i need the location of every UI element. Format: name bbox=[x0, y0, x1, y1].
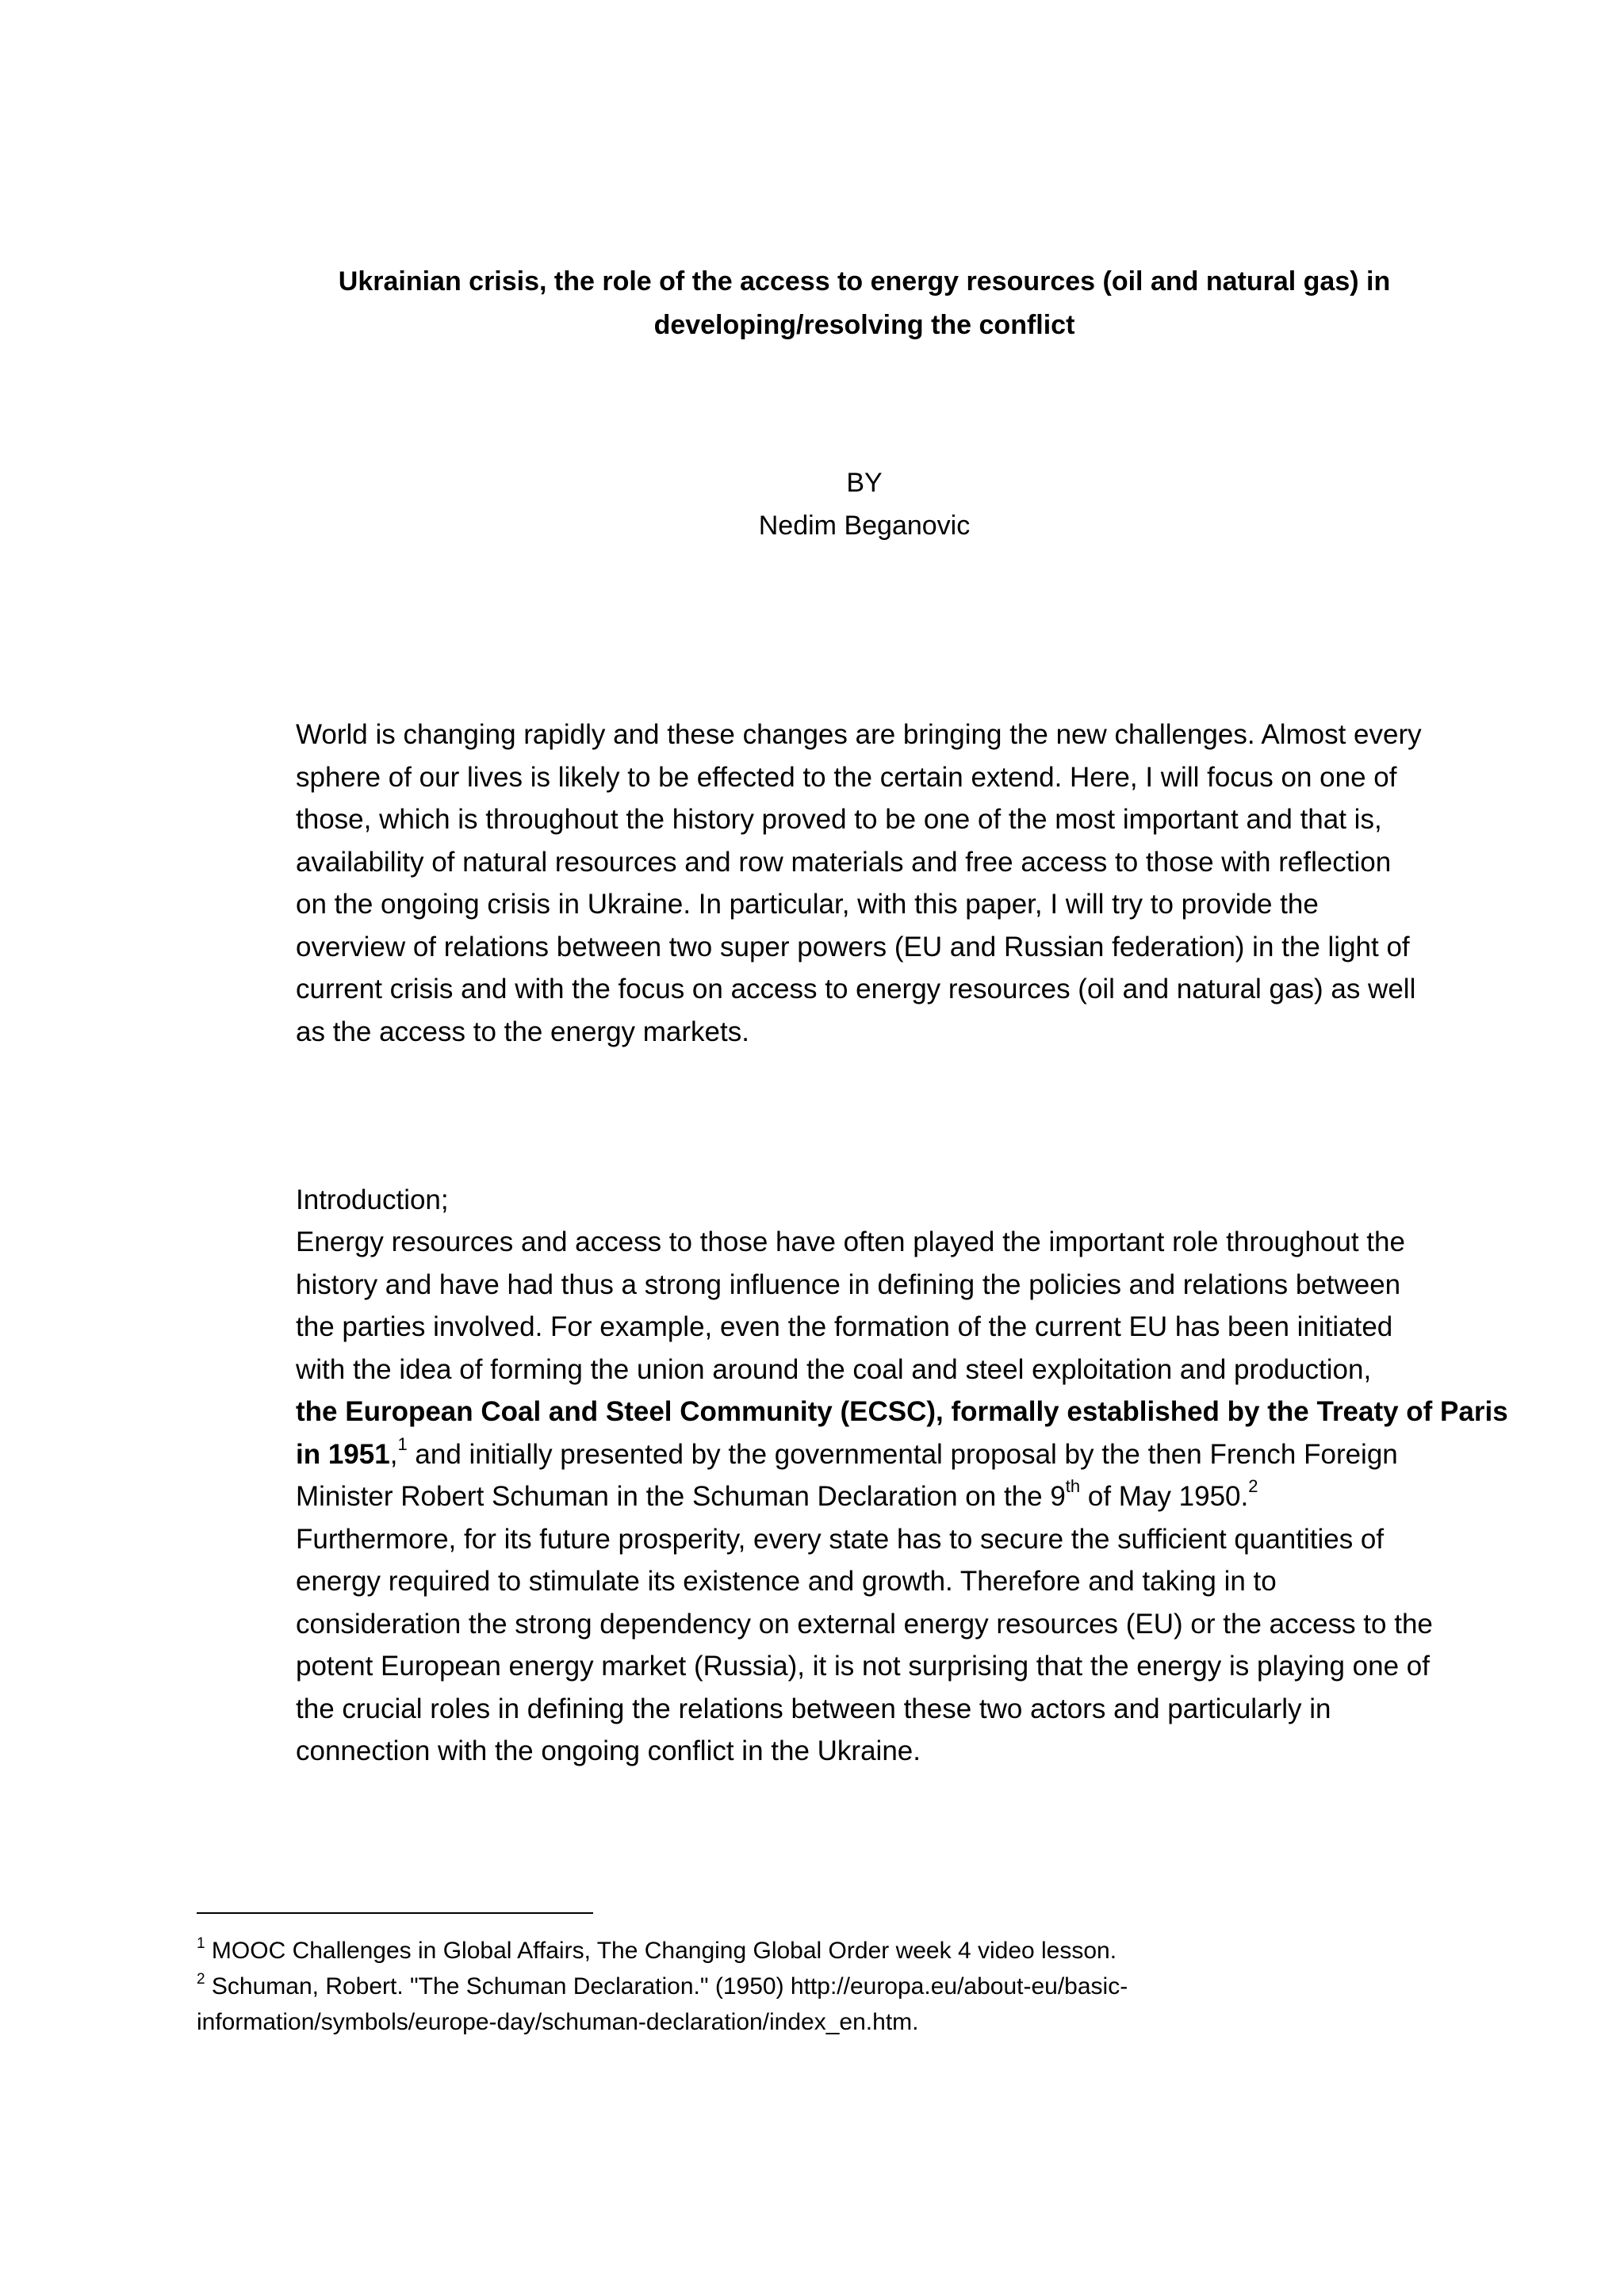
footnotes bbox=[197, 1933, 1426, 2040]
author-name: Nedim Beganovic bbox=[758, 511, 971, 541]
footnote-divider bbox=[197, 1912, 593, 1914]
intro-line: potent European energy market (Russia), it is not surprising that the energy is playing one of bbox=[296, 1651, 1430, 1682]
intro-text: of May 1950. bbox=[1080, 1481, 1249, 1512]
footnote-2-continuation[interactable]: information/symbols/europe-day/schuman-declaration/index_en.htm. bbox=[197, 2009, 919, 2035]
intro-line: energy required to stimulate its existence and growth. Therefore and taking in to bbox=[296, 1566, 1277, 1597]
footnote-ref-1[interactable]: 1 bbox=[397, 1433, 408, 1454]
abstract-line: availability of natural resources and row materials and free access to those with reflection bbox=[296, 846, 1392, 878]
footnote-1-text: MOOC Challenges in Global Affairs, The Changing Global Order week 4 video lesson. bbox=[205, 1938, 1117, 1964]
footnote-2-text[interactable]: Schuman, Robert. "The Schuman Declaration." (1950) http://europa.eu/about-eu/basic- bbox=[205, 1973, 1128, 1999]
title-line-2: developing/resolving the conflict bbox=[653, 310, 1075, 340]
intro-line: Furthermore, for its future prosperity, every state has to secure the sufficient quantities of bbox=[296, 1523, 1385, 1555]
abstract-line: as the access to the energy markets. bbox=[296, 1016, 749, 1047]
footnote-ref-2[interactable]: 2 bbox=[1248, 1476, 1258, 1497]
abstract-paragraph bbox=[296, 714, 1446, 1053]
footnote-marker-1: 1 bbox=[197, 1935, 205, 1952]
abstract-line: sphere of our lives is likely to be effected to the certain extend. Here, I will focus on one of bbox=[296, 761, 1397, 793]
intro-line: history and have had thus a strong influence in defining the policies and relations between bbox=[296, 1269, 1401, 1300]
intro-bold-year: in 1951 bbox=[296, 1438, 390, 1470]
abstract-line: those, which is throughout the history proved to be one of the most important and that is, bbox=[296, 804, 1382, 835]
intro-text: and initially presented by the governmental proposal by the then French Foreign bbox=[407, 1438, 1398, 1470]
introduction-heading: Introduction; bbox=[296, 1184, 449, 1215]
intro-line: connection with the ongoing conflict in the Ukraine. bbox=[296, 1735, 921, 1766]
intro-line: the crucial roles in defining the relations between these two actors and particularly in bbox=[296, 1693, 1331, 1724]
intro-line bbox=[296, 1475, 1446, 1518]
intro-line bbox=[296, 1433, 1446, 1476]
intro-text: Minister Robert Schuman in the Schuman Declaration on the 9 bbox=[296, 1481, 1066, 1512]
footnote-marker-2: 2 bbox=[197, 1971, 205, 1988]
intro-line: with the idea of forming the union around the coal and steel exploitation and production, bbox=[296, 1353, 1372, 1385]
abstract-line: overview of relations between two super powers (EU and Russian federation) in the light of bbox=[296, 931, 1410, 962]
intro-line: consideration the strong dependency on external energy resources (EU) or the access to the bbox=[296, 1608, 1433, 1640]
intro-line: Energy resources and access to those have often played the important role throughout the bbox=[296, 1226, 1405, 1257]
title-line-1: Ukrainian crisis, the role of the access to energy resources (oil and natural gas) in bbox=[338, 266, 1391, 297]
intro-bold-line: the European Coal and Steel Community (ECSC), formally established by the Treaty of Paris bbox=[296, 1396, 1508, 1427]
ordinal-suffix: th bbox=[1065, 1476, 1081, 1497]
byline-by: BY bbox=[846, 468, 883, 498]
introduction-paragraph bbox=[296, 1221, 1508, 1773]
byline bbox=[468, 461, 1261, 547]
abstract-line: on the ongoing crisis in Ukraine. In particular, with this paper, I will try to provide the bbox=[296, 889, 1319, 920]
intro-line: the parties involved. For example, even the formation of the current EU has been initiated bbox=[296, 1311, 1393, 1342]
footnote-2 bbox=[197, 1969, 1426, 2004]
abstract-line: current crisis and with the focus on access to energy resources (oil and natural gas) as well bbox=[296, 974, 1416, 1004]
footnote-1 bbox=[197, 1933, 1426, 1969]
document-title bbox=[238, 260, 1491, 347]
intro-comma: , bbox=[389, 1438, 398, 1470]
abstract-line: World is changing rapidly and these changes are bringing the new challenges. Almost every bbox=[296, 719, 1422, 750]
